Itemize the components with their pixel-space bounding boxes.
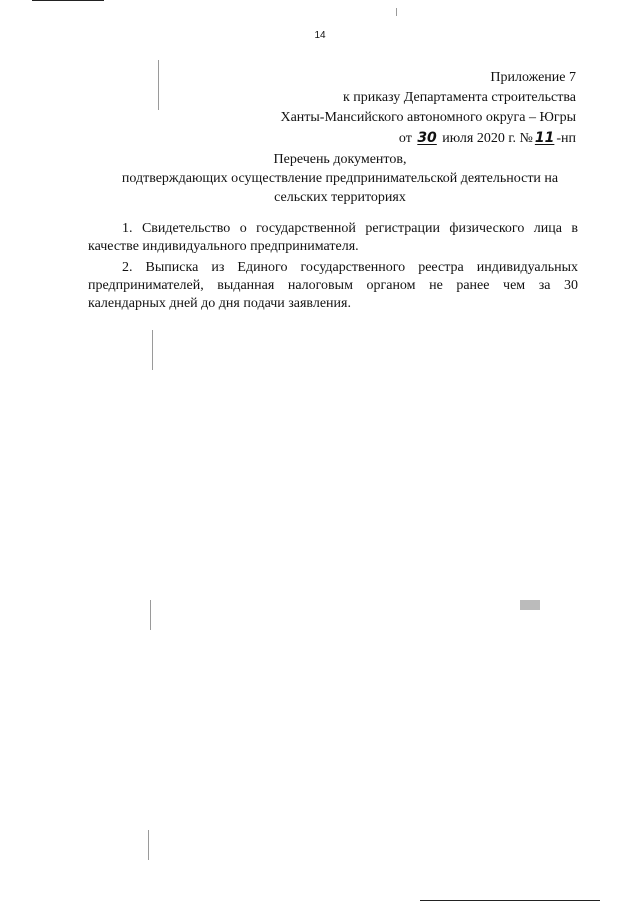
order-number-handwritten: 11 [534, 130, 555, 146]
scan-speck [520, 600, 540, 610]
appendix-date-line [280, 128, 576, 149]
appendix-order-line: к приказу Департамента строительства [342, 90, 576, 105]
document-title-line: подтверждающих осуществление предпринимательской деятельности на [121, 171, 559, 186]
scan-speck [148, 830, 149, 860]
scan-speck [150, 600, 151, 630]
order-suffix: -нп [556, 131, 576, 146]
appendix-title: Приложение 7 [490, 70, 576, 85]
appendix-department-line: Ханты-Мансийского автономного округа – Югры [280, 110, 576, 125]
document-title-line: сельских территориях [274, 190, 406, 205]
document-title-line: Перечень документов, [273, 152, 407, 167]
appendix-header [280, 68, 576, 149]
page-number: 14 [314, 30, 326, 41]
scan-speck [152, 330, 153, 370]
document-list [88, 220, 578, 316]
date-day-handwritten: 30 [417, 130, 437, 146]
scan-edge-bottom [420, 900, 600, 901]
list-item: 1. Свидетельство о государственной регистрации физического лица в качестве индивидуального предпринимателя. [88, 221, 578, 254]
date-rest: июля 2020 г. № [442, 131, 533, 146]
scan-edge-top [32, 0, 104, 1]
date-prefix: от [398, 131, 412, 146]
list-item: 2. Выписка из Единого государственного реестра индивидуальных предпринимателей, выданная налоговым органом не ранее чем за 30 календарных дней до дня подачи заявления. [88, 260, 578, 311]
scan-speck [396, 8, 397, 16]
scan-speck [158, 60, 159, 110]
document-title [60, 150, 620, 207]
